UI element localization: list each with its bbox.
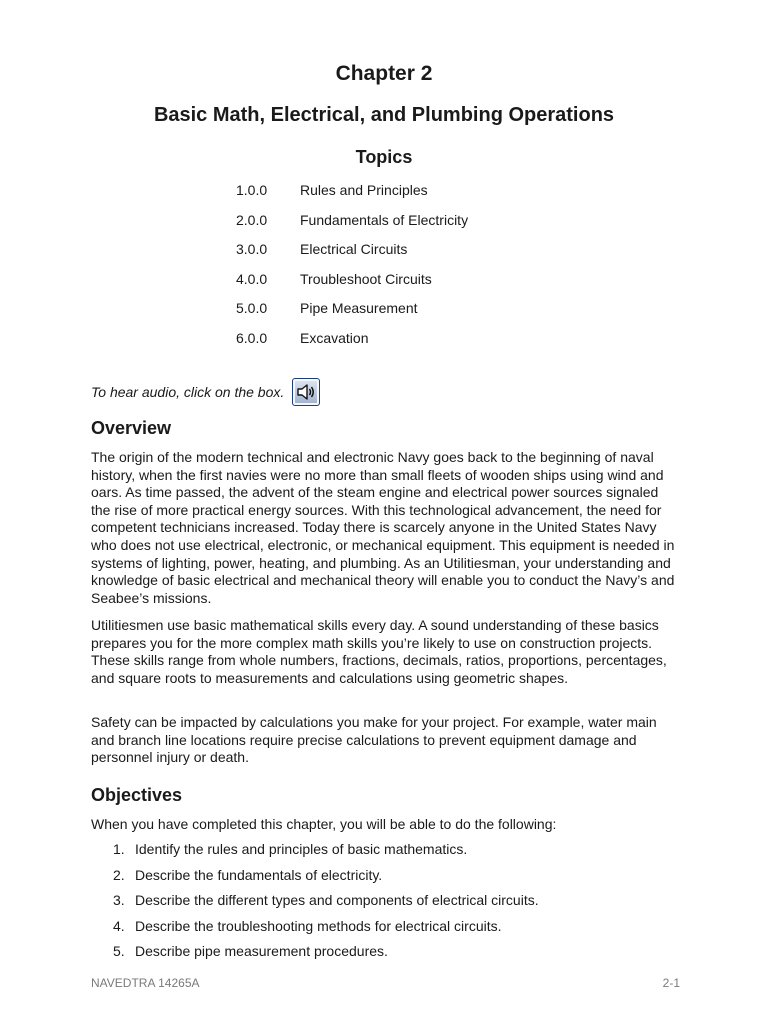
audio-label: To hear audio, click on the box. [91, 384, 285, 400]
objectives-intro: When you have completed this chapter, you will be able to do the following: [91, 816, 557, 832]
overview-paragraph: Utilitiesmen use basic mathematical skills every day. A sound understanding of these basics prepares you for the more complex math skills you’re likely to use on construction projects. These skills range from whole numbers, fractions, decimals, ratios, proportions, percentages, and square roots to measurements and calculations using geometric shapes. [91, 617, 667, 686]
footer-page-number: 2-1 [662, 976, 680, 990]
topic-number: 1.0.0 [236, 182, 268, 198]
overview-paragraph: The origin of the modern technical and electronic Navy goes back to the beginning of naval history, when the first navies were no more than small fleets of wooden ships using wind and oars. As time passed, the advent of the steam engine and electrical power sources signaled the rise of more practical energy sources. With this technological advancement, the need for competent technicians increased. Today there is scarcely anyone in the United States Navy who does not use electrical, electronic, or mechanical equipment. This equipment is needed in systems of lighting, power, heating, and plumbing. As an Utilitiesman, your understanding and knowledge of basic electrical and mechanical theory will enable you to conduct the Navy’s and Seabee’s missions. [91, 449, 675, 606]
objective-number: 1. [113, 841, 125, 857]
topics-heading: Topics [355, 147, 413, 167]
topic-title: Rules and Principles [300, 182, 428, 198]
topic-row [236, 210, 636, 240]
topic-number: 6.0.0 [236, 329, 268, 346]
objective-item [113, 917, 673, 943]
topic-row [236, 328, 636, 358]
objective-number: 3. [113, 892, 125, 909]
topic-row [236, 239, 636, 269]
objectives-list [113, 840, 673, 968]
objective-item [113, 891, 673, 917]
audio-button[interactable] [292, 378, 320, 406]
objective-item [113, 942, 673, 968]
topic-number: 3.0.0 [236, 241, 268, 258]
objective-text: Describe the troubleshooting methods for electrical circuits. [135, 917, 502, 934]
objective-item [113, 840, 673, 866]
topic-number: 5.0.0 [236, 300, 268, 317]
topic-number: 2.0.0 [236, 211, 268, 228]
topic-title: Excavation [300, 329, 369, 346]
objective-text: Describe the fundamentals of electricity. [135, 866, 383, 883]
overview-paragraph: Safety can be impacted by calculations you make for your project. For example, water main and branch line locations require precise calculations to prevent equipment damage and personnel injury or death. [91, 714, 657, 766]
audio-prompt [91, 378, 320, 406]
objective-text: Describe the different types and components of electrical circuits. [135, 892, 539, 909]
objective-text: Identify the rules and principles of basic mathematics. [135, 841, 468, 857]
topic-title: Pipe Measurement [300, 300, 418, 317]
topics-list [236, 180, 636, 358]
chapter-number: Chapter 2 [335, 62, 433, 85]
footer-doc-id: NAVEDTRA 14265A [91, 976, 200, 990]
objective-item [113, 866, 673, 892]
objective-number: 5. [113, 943, 125, 960]
topic-title: Electrical Circuits [300, 241, 408, 258]
topic-row [236, 180, 636, 210]
topic-title: Troubleshoot Circuits [300, 270, 432, 287]
topic-title: Fundamentals of Electricity [300, 211, 469, 228]
chapter-title: Basic Math, Electrical, and Plumbing Operations [153, 104, 615, 126]
speaker-icon [296, 383, 316, 401]
topic-row [236, 298, 636, 328]
topic-number: 4.0.0 [236, 270, 268, 287]
objectives-heading: Objectives [91, 785, 183, 805]
objective-text: Describe pipe measurement procedures. [135, 943, 388, 960]
overview-heading: Overview [91, 418, 172, 438]
objective-number: 4. [113, 917, 125, 934]
objective-number: 2. [113, 866, 125, 883]
topic-row [236, 269, 636, 299]
